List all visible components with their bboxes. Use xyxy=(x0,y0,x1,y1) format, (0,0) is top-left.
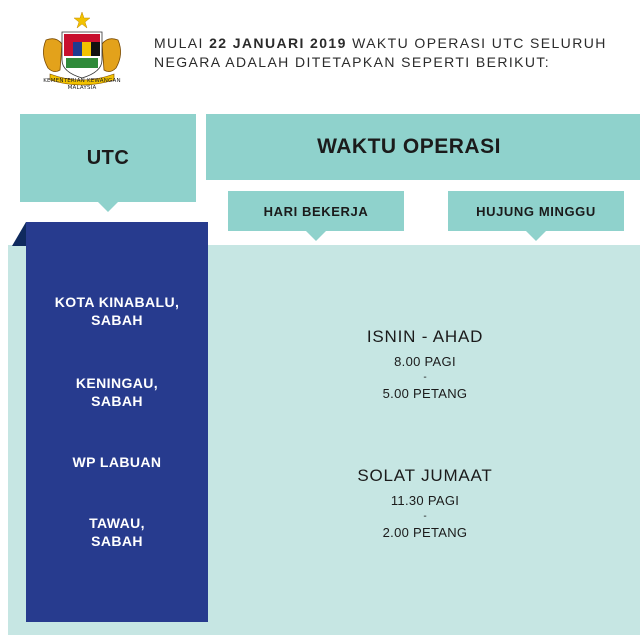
location-column xyxy=(26,222,208,622)
weekday-heading: HARI BEKERJA xyxy=(228,191,404,231)
schedule-block xyxy=(300,465,550,541)
logo-caption: KEMENTERIAN KEWANGAN MALAYSIA xyxy=(43,78,121,91)
location-line1: KENINGAU, xyxy=(75,375,159,391)
location-item xyxy=(26,374,208,410)
location-line1: WP LABUAN xyxy=(72,454,162,470)
intro-date: 22 JANUARI 2019 xyxy=(209,35,347,51)
location-line2: SABAH xyxy=(91,393,143,409)
weekend-heading-arrow xyxy=(526,231,546,241)
weekday-heading-arrow xyxy=(306,231,326,241)
intro-after: WAKTU OPERASI UTC SELURUH NEGARA ADALAH DITETAPKAN SEPERTI BERIKUT: xyxy=(154,35,607,70)
schedule-title: ISNIN - AHAD xyxy=(366,327,484,346)
schedule-end: 5.00 PETANG xyxy=(382,386,468,401)
location-line1: KOTA KINABALU, xyxy=(54,294,180,310)
weekend-heading: HUJUNG MINGGU xyxy=(448,191,624,231)
utc-heading: UTC xyxy=(20,114,196,202)
schedule-separator: - xyxy=(423,511,427,522)
schedule-start: 8.00 PAGI xyxy=(394,354,456,369)
location-item xyxy=(26,453,208,471)
location-item xyxy=(26,514,208,550)
utc-heading-arrow xyxy=(98,202,118,212)
operation-heading: WAKTU OPERASI xyxy=(206,114,640,180)
schedule-separator: - xyxy=(423,372,427,383)
intro-text xyxy=(154,34,624,72)
location-column-fold xyxy=(12,222,26,246)
location-line1: TAWAU, xyxy=(89,515,145,531)
location-line2: SABAH xyxy=(91,312,143,328)
intro-before: MULAI xyxy=(154,35,210,51)
location-item xyxy=(26,293,208,329)
schedule-end: 2.00 PETANG xyxy=(382,525,468,540)
location-line2: SABAH xyxy=(91,533,143,549)
schedule-block xyxy=(300,326,550,402)
schedule-title: SOLAT JUMAAT xyxy=(357,466,493,485)
schedule-start: 11.30 PAGI xyxy=(390,493,460,508)
